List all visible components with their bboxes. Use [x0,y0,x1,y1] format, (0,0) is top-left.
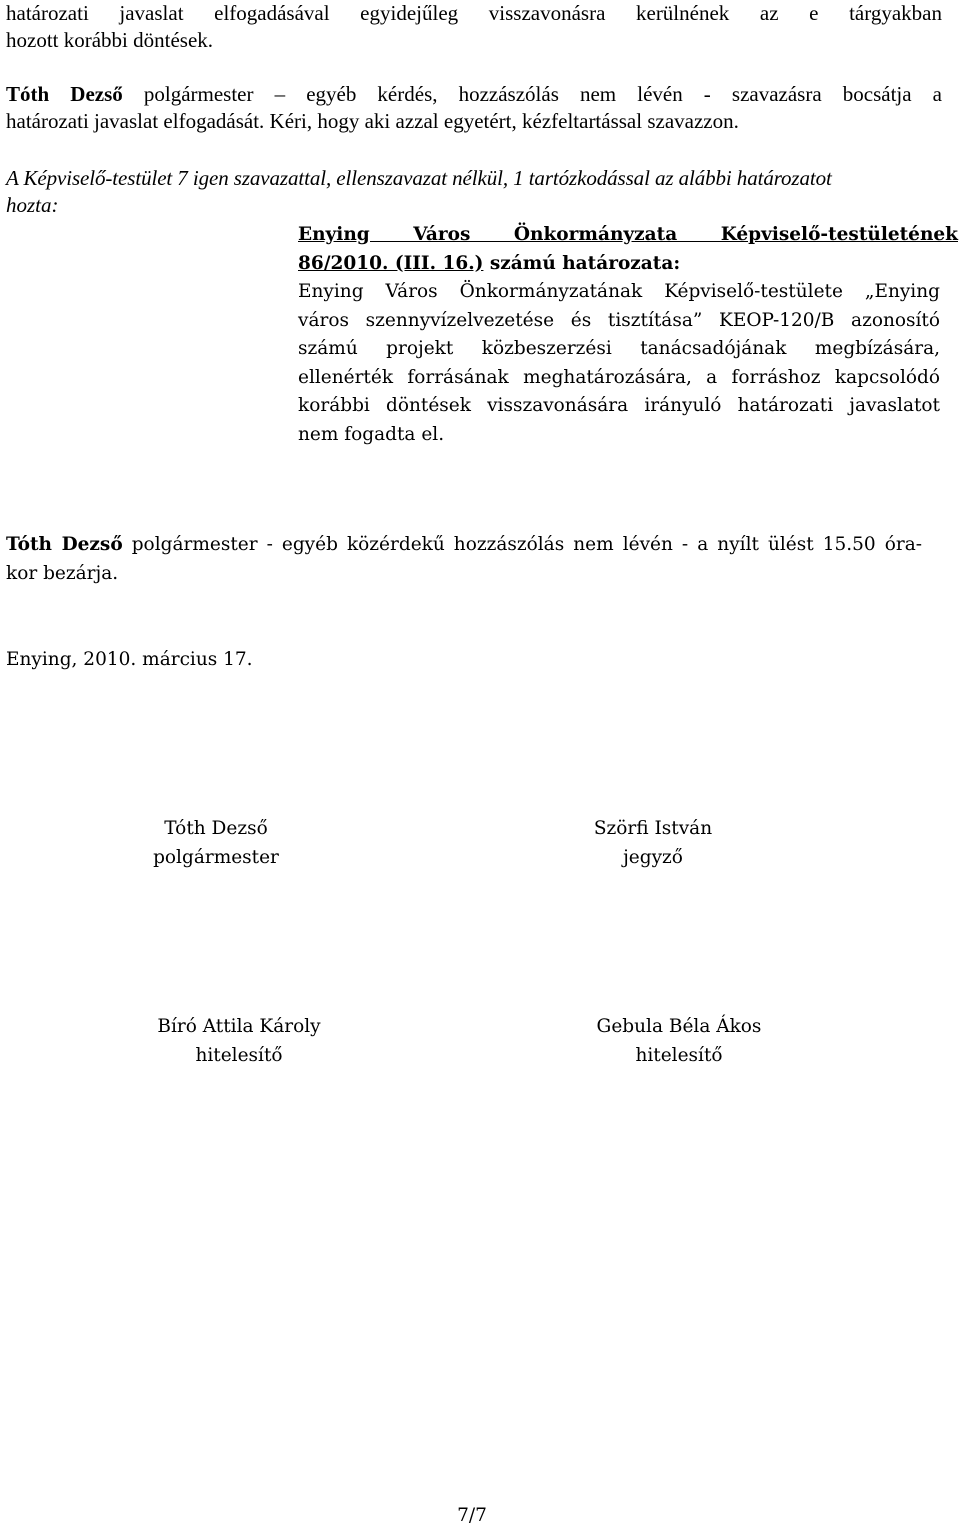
signature-name: Tóth Dezső [164,818,268,839]
resolution-body-line: számú projekt közbeszerzési tanácsadójának megbízására, [298,338,940,359]
vote-result [6,165,946,219]
resolution-body-line: ellenérték forrásának meghatározására, a forráshoz kapcsolódó [298,366,940,388]
signature-name: Bíró Attila Károly [157,1016,321,1037]
resolution-body-line: város szennyvízelvezetése és tisztítása” KEOP-120/B azonosító [298,309,940,331]
signature-role: polgármester [153,847,279,868]
page-number: 7/7 [457,1505,487,1526]
signature-role: hitelesítő [635,1045,723,1066]
resolution-heading-line-1: Enying Város Önkormányzata Képviselő-testületének [298,224,958,245]
intro-line-2: hozott korábbi döntések. [6,28,214,52]
resolution-body-line: Enying Város Önkormányzatának Képviselő-testülete „Enying [298,281,940,302]
vote-result-line-2: hozta: [6,193,59,217]
place-date: Enying, 2010. március 17. [6,649,253,670]
signature-role: jegyző [623,847,683,868]
closing-paragraph [6,530,922,588]
resolution-body [298,278,940,449]
intro-line-1: határozati javaslat elfogadásával egyidejűleg visszavonásra kerülnének az e tárgyakban [6,1,942,25]
signature-authenticator-2 [574,1012,784,1070]
signature-role: hitelesítő [195,1045,283,1066]
signature-mayor [100,814,332,872]
mayor-vote-call [6,81,942,135]
signature-notary [556,814,750,872]
signature-name: Gebula Béla Ákos [596,1016,762,1037]
signature-name: Szörfi István [593,818,713,839]
closing-line-1: Tóth Dezső polgármester - egyéb közérdekű hozzászólás nem lévén - a nyílt ülést 15.50 óra- [6,534,923,555]
signature-authenticator-1 [130,1012,348,1070]
mayor-name: Tóth Dezső [6,82,123,106]
resolution-block [298,221,958,449]
intro-paragraph [6,0,942,54]
vote-result-line-1: A Képviselő-testület 7 igen szavazattal, ellenszavazat nélkül, 1 tartózkodással az alábbi határozatot [6,166,832,190]
resolution-body-line: korábbi döntések visszavonására irányuló határozati javaslatot [298,395,940,416]
closing-mayor-name: Tóth Dezső [6,534,123,555]
vote-call-line-2: határozati javaslat elfogadását. Kéri, hogy aki azzal egyetért, kézfeltartással szavazzon. [6,109,739,133]
resolution-body-line: nem fogadta el. [298,423,445,445]
resolution-heading-line-2: 86/2010. (III. 16.) számú határozata: [298,252,681,274]
vote-call-line-1: Tóth Dezső polgármester – egyéb kérdés, hozzászólás nem lévén - szavazásra bocsátja a [6,82,942,106]
resolution-number: 86/2010. (III. 16.) [298,252,484,274]
closing-line-2: kor bezárja. [6,563,119,584]
